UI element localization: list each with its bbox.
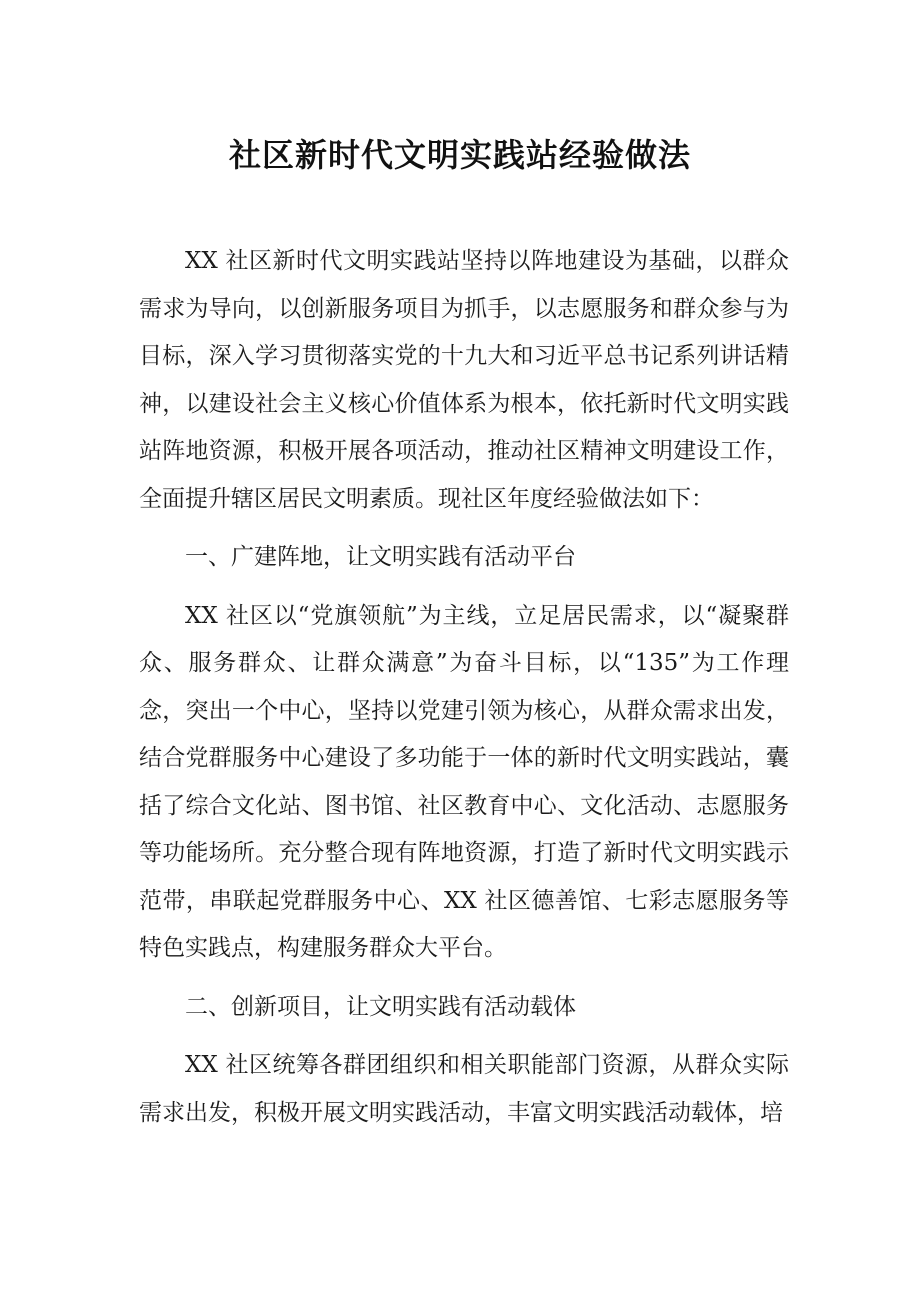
document-title: 社区新时代文明实践站经验做法 <box>228 136 691 174</box>
section-heading-1: 一、广建阵地，让文明实践有活动平台 <box>185 544 576 570</box>
section-2-paragraph: XX 社区统筹各群团组织和相关职能部门资源，从群众实际需求出发，积极开展文明实践活动，丰富文明实践活动载体，培 <box>139 1052 789 1126</box>
intro-paragraph: XX 社区新时代文明实践站坚持以阵地建设为基础，以群众需求为导向，以创新服务项目为抓手，以志愿服务和群众参与为目标，深入学习贯彻落实党的十九大和习近平总书记系列讲话精神，以建设社会主义核心价值体系为根本，依托新时代文明实践站阵地资源，积极开展各项活动，推动社区精神文明建设工作，全面提升辖区居民文明素质。现社区年度经验做法如下： <box>139 248 789 512</box>
section-1-paragraph: XX 社区以“党旗领航”为主线，立足居民需求，以“凝聚群众、服务群众、让群众满意”为奋斗目标，以“135”为工作理念，突出一个中心，坚持以党建引领为核心，从群众需求出发，结合党群服务中心建设了多功能于一体的新时代文明实践站，囊括了综合文化站、图书馆、社区教育中心、文化活动、志愿服务等功能场所。充分整合现有阵地资源，打造了新时代文明实践示范带，串联起党群服务中心、XX 社区德善馆、七彩志愿服务等特色实践点，构建服务群众大平台。 <box>139 602 789 961</box>
section-heading-2: 二、创新项目，让文明实践有活动载体 <box>185 993 576 1020</box>
document-body <box>139 238 789 1137</box>
